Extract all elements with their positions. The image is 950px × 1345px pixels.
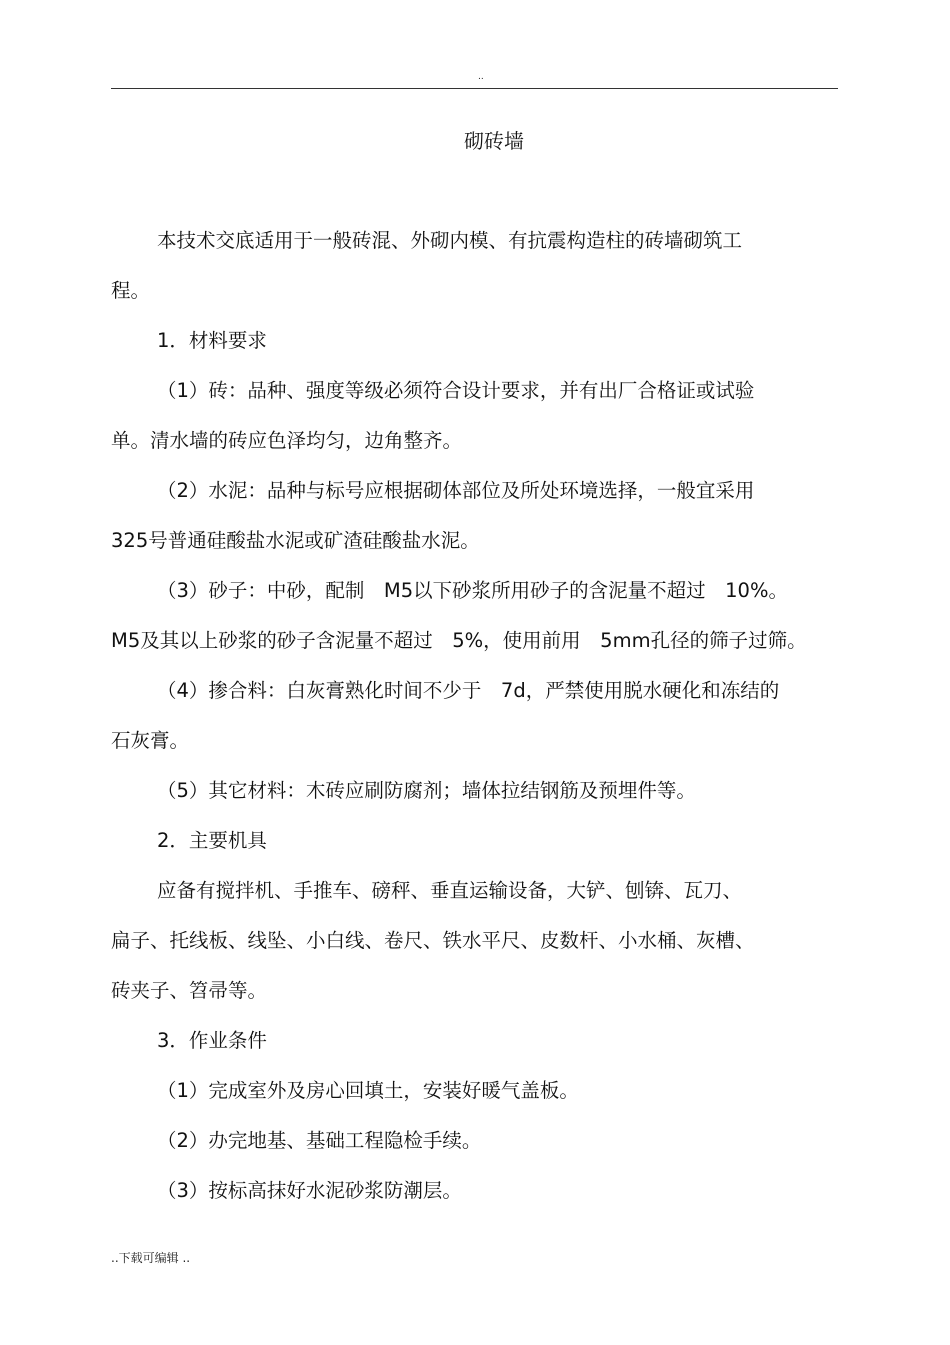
header-mark: .. (478, 72, 484, 82)
page-title: 砌砖墙 (464, 129, 524, 153)
paragraph-line: （2）水泥：品种与标号应根据砌体部位及所处环境选择，一般宜采用 (157, 479, 755, 502)
paragraph-line: 石灰膏。 (111, 729, 190, 752)
paragraph-line: M5及其以上砂浆的砂子含泥量不超过 5%，使用前用 5mm孔径的筛子过筛。 (111, 629, 807, 652)
paragraph-line: （1）砖：品种、强度等级必须符合设计要求，并有出厂合格证或试验 (157, 379, 755, 402)
section-heading: 3．作业条件 (157, 1029, 267, 1052)
section-heading: 2．主要机具 (157, 829, 267, 852)
paragraph-line: （4）掺合料：白灰膏熟化时间不少于 7d，严禁使用脱水硬化和冻结的 (157, 679, 780, 702)
paragraph-line: 应备有搅拌机、手推车、磅秤、垂直运输设备，大铲、刨锛、瓦刀、 (157, 879, 743, 902)
paragraph-line: （2）办完地基、基础工程隐检手续。 (157, 1129, 482, 1152)
paragraph-line: （3）按标高抹好水泥砂浆防潮层。 (157, 1179, 462, 1202)
paragraph-line: （1）完成室外及房心回填土，安装好暖气盖板。 (157, 1079, 579, 1102)
section-heading: 1．材料要求 (157, 329, 267, 352)
paragraph-line: 单。清水墙的砖应色泽均匀，边角整齐。 (111, 429, 463, 452)
paragraph-line: 砖夹子、笤帚等。 (111, 979, 268, 1002)
header-divider (111, 88, 838, 89)
paragraph-line: 325号普通硅酸盐水泥或矿渣硅酸盐水泥。 (111, 529, 480, 552)
paragraph-line: （5）其它材料：木砖应刷防腐剂；墙体拉结钢筋及预埋件等。 (157, 779, 696, 802)
paragraph-line: 本技术交底适用于一般砖混、外砌内模、有抗震构造柱的砖墙砌筑工 (157, 229, 743, 252)
paragraph-line: （3）砂子：中砂，配制 M5以下砂浆所用砂子的含泥量不超过 10%。 (157, 579, 788, 602)
footer-note: ..下载可编辑 .. (111, 1251, 191, 1265)
paragraph-line: 扁子、托线板、线坠、小白线、卷尺、铁水平尺、皮数杆、小水桶、灰槽、 (111, 929, 755, 952)
paragraph-line: 程。 (111, 279, 151, 302)
